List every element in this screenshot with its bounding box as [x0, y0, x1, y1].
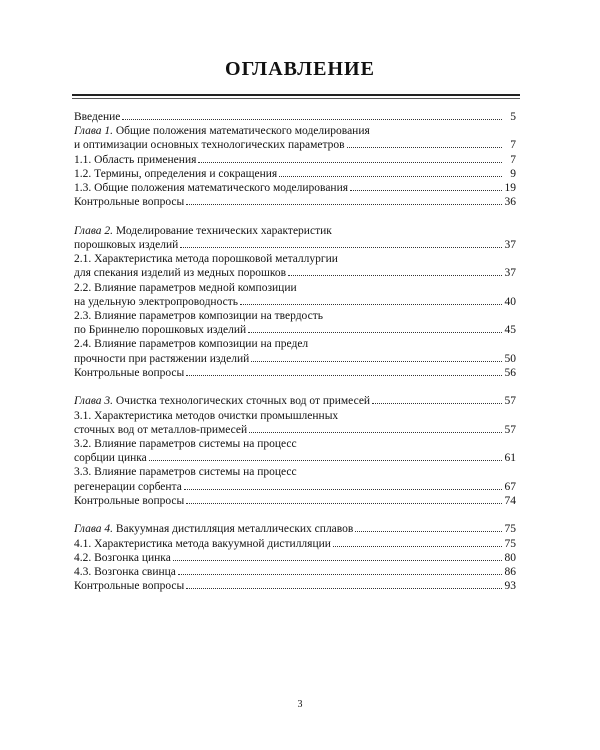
- toc-entry[interactable]: [74, 337, 516, 365]
- dot-leader: [180, 247, 502, 248]
- toc-entry-text: порошковых изделий: [74, 239, 179, 251]
- toc-entry-text: 3.3. Влияние параметров системы на процесс: [74, 466, 297, 479]
- toc-entry-line: [74, 323, 516, 337]
- toc-entry-text: 1.2. Термины, определения и сокращения: [74, 167, 278, 180]
- toc-entry-line: [74, 153, 516, 167]
- toc-entry-line: [74, 295, 516, 309]
- chapter-label: Глава 3.: [74, 395, 113, 408]
- dot-leader: [186, 204, 502, 205]
- toc-entry-text: по Бриннелю порошковых изделий: [74, 324, 247, 337]
- toc-entry-text: 4.3. Возгонка свинца: [74, 565, 176, 578]
- toc-entry[interactable]: [74, 153, 516, 167]
- toc-entry-line: [74, 394, 516, 408]
- toc-entry-text: 2.4. Влияние параметров композиции на предел: [74, 338, 309, 351]
- toc-entry-line: [74, 181, 516, 195]
- toc-entry-line: [74, 565, 516, 579]
- toc-entry-line: [74, 266, 516, 280]
- toc-entry-text: Контрольные вопросы: [74, 494, 185, 507]
- toc-page-number: 56: [504, 366, 516, 379]
- toc-page-number: 80: [504, 551, 516, 564]
- toc-entry-text: регенерации сорбента: [74, 480, 182, 493]
- toc-page-number: 9: [510, 167, 516, 180]
- toc-entry[interactable]: [74, 167, 516, 181]
- toc-page-number: 75: [504, 537, 516, 550]
- toc-entry-line: [74, 537, 516, 551]
- toc-entry-line: [74, 409, 516, 423]
- toc-page-number: 37: [504, 239, 516, 251]
- toc-entry-text: на удельную электропроводность: [74, 295, 238, 308]
- toc-entry-line: [74, 281, 516, 295]
- title-rule-thick: [72, 94, 520, 96]
- toc-entry-line: [74, 551, 516, 565]
- title-rule-thin: [72, 98, 520, 99]
- toc-entry[interactable]: [74, 394, 516, 408]
- toc-entry-line: [74, 337, 516, 351]
- chapter-label: Глава 1.: [74, 125, 113, 138]
- toc-page-number: 61: [504, 452, 516, 465]
- dot-leader: [186, 375, 502, 376]
- dot-leader: [372, 403, 502, 404]
- toc-entry-text: Введение: [74, 111, 121, 123]
- toc-entry-line: [74, 124, 516, 138]
- toc-entry[interactable]: [74, 579, 516, 593]
- toc-entry[interactable]: [74, 281, 516, 309]
- toc-entry-line: [74, 423, 516, 437]
- page-title: ОГЛАВЛЕНИЕ: [225, 58, 375, 80]
- toc-page-number: 37: [504, 267, 516, 280]
- toc-entry[interactable]: [74, 195, 516, 209]
- toc-entry-text: 2.3. Влияние параметров композиции на твердость: [74, 309, 323, 322]
- dot-leader: [240, 304, 502, 305]
- toc-page-number: 57: [504, 423, 516, 436]
- dot-leader: [355, 531, 502, 532]
- toc-entry-line: [74, 252, 516, 266]
- toc-entry[interactable]: [74, 522, 516, 536]
- toc-section: [74, 394, 516, 508]
- toc-entry[interactable]: [74, 465, 516, 493]
- toc-page-number: 45: [504, 324, 516, 337]
- dot-leader: [184, 489, 502, 490]
- toc-page-number: 40: [504, 295, 516, 308]
- toc-entry-line: [74, 224, 516, 238]
- toc-entry-text: 1.1. Область применения: [74, 153, 197, 166]
- dot-leader: [333, 546, 502, 547]
- toc-entry-text: Общие положения математического моделирования: [115, 125, 370, 138]
- toc-entry-text: и оптимизации основных технологических параметров: [74, 139, 345, 152]
- toc-entry-line: [74, 437, 516, 451]
- dot-leader: [248, 332, 502, 333]
- toc-page-number: 7: [510, 153, 516, 166]
- chapter-label: Глава 2.: [74, 224, 113, 237]
- toc-entry-line: [74, 465, 516, 479]
- toc-entry-line: [74, 366, 516, 380]
- toc-section: [74, 110, 516, 209]
- toc-entry-text: 4.2. Возгонка цинка: [74, 551, 171, 564]
- toc-entry-line: [74, 195, 516, 209]
- toc-entry-text: Очистка технологических сточных вод от примесей: [115, 395, 371, 408]
- toc-page-number: 75: [504, 523, 516, 536]
- toc-page-number: 57: [504, 395, 516, 408]
- toc-page-number: 86: [504, 565, 516, 578]
- toc-entry-text: 4.1. Характеристика метода вакуумной дистилляции: [74, 537, 331, 550]
- toc-entry-text: прочности при растяжении изделий: [74, 352, 250, 365]
- toc-entry-text: 2.2. Влияние параметров медной композиции: [74, 281, 297, 294]
- toc-entry-line: [74, 480, 516, 494]
- dot-leader: [279, 176, 502, 177]
- toc-entry[interactable]: [74, 309, 516, 337]
- toc-page-number: 50: [504, 352, 516, 365]
- dot-leader: [122, 119, 502, 120]
- dot-leader: [198, 162, 502, 163]
- dot-leader: [350, 190, 502, 191]
- toc-page-number: 19: [504, 181, 516, 194]
- toc-entry-line: [74, 138, 516, 152]
- toc-entry[interactable]: [74, 565, 516, 579]
- dot-leader: [173, 560, 502, 561]
- dot-leader: [347, 147, 502, 148]
- toc-entry-line: [74, 579, 516, 593]
- dot-leader: [251, 361, 502, 362]
- toc-entry-text: Моделирование технических характеристик: [115, 224, 332, 237]
- toc-entry[interactable]: [74, 181, 516, 195]
- toc-entry-text: 2.1. Характеристика метода порошковой металлургии: [74, 253, 338, 266]
- toc-entry-text: Контрольные вопросы: [74, 366, 185, 379]
- dot-leader: [186, 503, 502, 504]
- toc-entry-text: Контрольные вопросы: [74, 580, 185, 593]
- toc-entry-text: сорбции цинка: [74, 452, 147, 465]
- toc-entry-line: [74, 110, 516, 124]
- toc-entry-line: [74, 522, 516, 536]
- toc-entry-line: [74, 309, 516, 323]
- toc-entry-text: 1.3. Общие положения математического моделирования: [74, 181, 349, 194]
- toc-entry-text: сточных вод от металлов-примесей: [74, 423, 248, 436]
- toc-entry-text: Вакуумная дистилляция металлических сплавов: [115, 523, 354, 536]
- toc-entry[interactable]: [74, 409, 516, 437]
- page-number: 3: [297, 699, 303, 710]
- toc-entry-line: [74, 352, 516, 366]
- toc-entry[interactable]: [74, 110, 516, 124]
- dot-leader: [149, 460, 502, 461]
- toc-entry[interactable]: [74, 537, 516, 551]
- toc-entry[interactable]: [74, 124, 516, 152]
- dot-leader: [288, 275, 502, 276]
- toc-page-number: 74: [504, 494, 516, 507]
- toc-entry[interactable]: [74, 551, 516, 565]
- toc-entry-text: 3.2. Влияние параметров системы на процесс: [74, 437, 297, 450]
- toc-entry-line: [74, 494, 516, 508]
- toc-entry[interactable]: [74, 437, 516, 465]
- dot-leader: [186, 588, 502, 589]
- toc-entry-line: [74, 451, 516, 465]
- toc-entry-text: для спекания изделий из медных порошков: [74, 267, 287, 280]
- dot-leader: [178, 574, 502, 575]
- toc-entry[interactable]: [74, 494, 516, 508]
- toc-entry-line: [74, 238, 516, 252]
- toc-entry[interactable]: [74, 366, 516, 380]
- table-of-contents: [74, 110, 516, 608]
- toc-page-number: 67: [504, 480, 516, 493]
- toc-entry[interactable]: [74, 252, 516, 280]
- toc-section: [74, 522, 516, 593]
- toc-entry-line: [74, 167, 516, 181]
- toc-page-number: 93: [504, 580, 516, 593]
- chapter-label: Глава 4.: [74, 523, 113, 536]
- toc-entry[interactable]: [74, 224, 516, 252]
- toc-section: [74, 224, 516, 380]
- toc-entry-text: Контрольные вопросы: [74, 196, 185, 209]
- toc-page-number: 5: [510, 111, 516, 123]
- toc-page-number: 36: [504, 196, 516, 209]
- toc-entry-text: 3.1. Характеристика методов очистки промышленных: [74, 409, 339, 422]
- toc-page-number: 7: [510, 139, 516, 152]
- dot-leader: [249, 432, 502, 433]
